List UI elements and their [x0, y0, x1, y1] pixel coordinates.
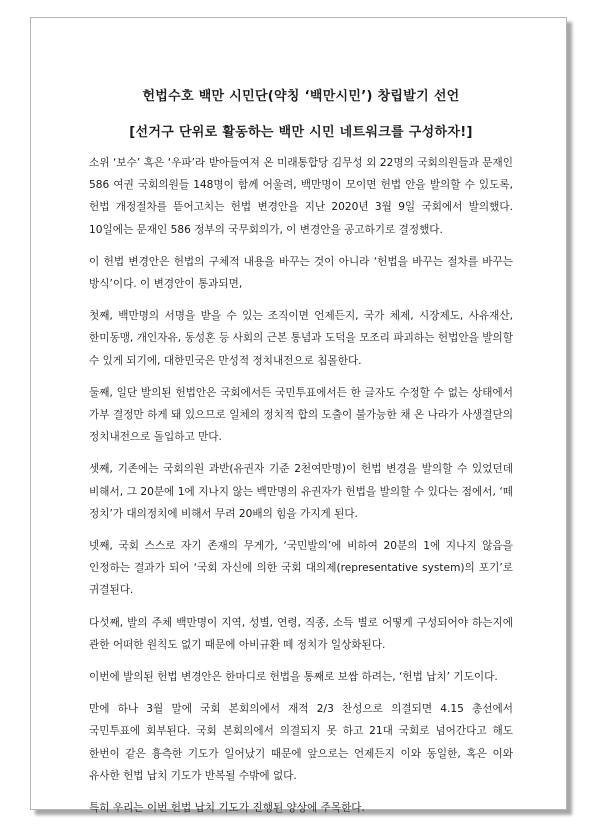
paragraph-summary: 이 헌법 변경안은 헌법의 구체적 내용을 바꾸는 것이 아니라 ‘헌법을 바꾸는 절차를 바꾸는 방식’이다. 이 변경안이 통과되면,: [89, 255, 513, 291]
paragraph-intro: 소위 ‘보수’ 혹은 ‘우파’라 받아들여져 온 미래통합당 김무성 외 22명의 국회의원들과 문재인 586 여권 국회의원들 148명이 함께 어울려, 백만명이 모이면 헌법 안을 발의할 수 있도록, 헌법 개정절차를 뜯어고치는 헌법 변경안을 지난 2020년 3월 9일 국회에서 발의했다. 10일에는 문재인 586 정부의 국무회의가, 이 변경안을 공고하기로 결정했다.: [89, 157, 513, 236]
document-subtitle: [선거구 단위로 활동하는 백만 시민 네트워크를 구성하자!]: [129, 125, 473, 140]
paragraph-conclusion: 이번에 발의된 헌법 변경안은 한마디로 헌법을 통째로 보쌈 하려는, ‘헌법 납치’ 기도이다.: [89, 671, 498, 684]
paragraph-third: 셋째, 기존에는 국회의원 과반(유권자 기준 2천여만명)이 헌법 변경을 발의할 수 있었던데 비해서, 그 20분에 1에 지나지 않는 백만명의 유권자가 헌법을 발의할 수 있다는 점에서, ‘떼 정치’가 대의정치에 비해서 무려 20배의 힘을 가지게 된다.: [89, 463, 513, 520]
paragraph-first: 첫째, 백만명의 서명을 받을 수 있는 조직이면 언제든지, 국가 체제, 시장제도, 사유재산, 한미동맹, 개인자유, 동성혼 등 사회의 근본 통념과 도덕을 모조리 파괴하는 헌법안을 발의할 수 있게 되기에, 대한민국은 만성적 정치내전으로 침몰한다.: [89, 310, 513, 367]
document-title: 헌법수호 백만 시민단(약칭 ‘백만시민’) 창립발기 선언: [142, 89, 460, 104]
paragraph-fifth: 다섯째, 발의 주체 백만명이 지역, 성별, 연령, 직종, 소득 별로 어떻게 구성되어야 하는지에 관한 어떠한 원칙도 없기 때문에 아비규환 떼 정치가 일상화된다.: [89, 616, 513, 651]
paragraph-closing: 특히 우리는 이번 헌법 납치 기도가 진행된 양상에 주목한다.: [89, 802, 365, 815]
paragraph-second: 둘째, 일단 발의된 헌법안은 국회에서든 국민투표에서든 한 글자도 수정할 수 없는 상태에서 가부 결정만 하게 돼 있으므로 일체의 정치적 합의 도출이 불가능한 채 온 나라가 사생결단의 정치내전으로 돌입하고 만다.: [89, 386, 513, 444]
paragraph-fourth: 넷째, 국회 스스로 자기 존재의 무게가, ‘국민발의’에 비하여 20분의 1에 지나지 않음을 인정하는 결과가 되어 ‘국회 자신에 의한 국회 대의제(representative system)의 포기’로 귀결된다.: [89, 540, 513, 597]
document-body: [89, 88, 513, 829]
paragraph-outlook: 만에 하나 3월 말에 국회 본회의에서 재적 2/3 찬성으로 의결되면 4.15 총선에서 국민투표에 회부된다. 국회 본회의에서 의결되지 못 하고 21대 국회로 넘어간다고 해도 한번이 같은 흉측한 기도가 일어났기 때문에 앞으로는 언제든지 이와 동일한, 혹은 이와 유사한 헌법 납치 기도가 반복될 수밖에 없다.: [89, 703, 513, 782]
